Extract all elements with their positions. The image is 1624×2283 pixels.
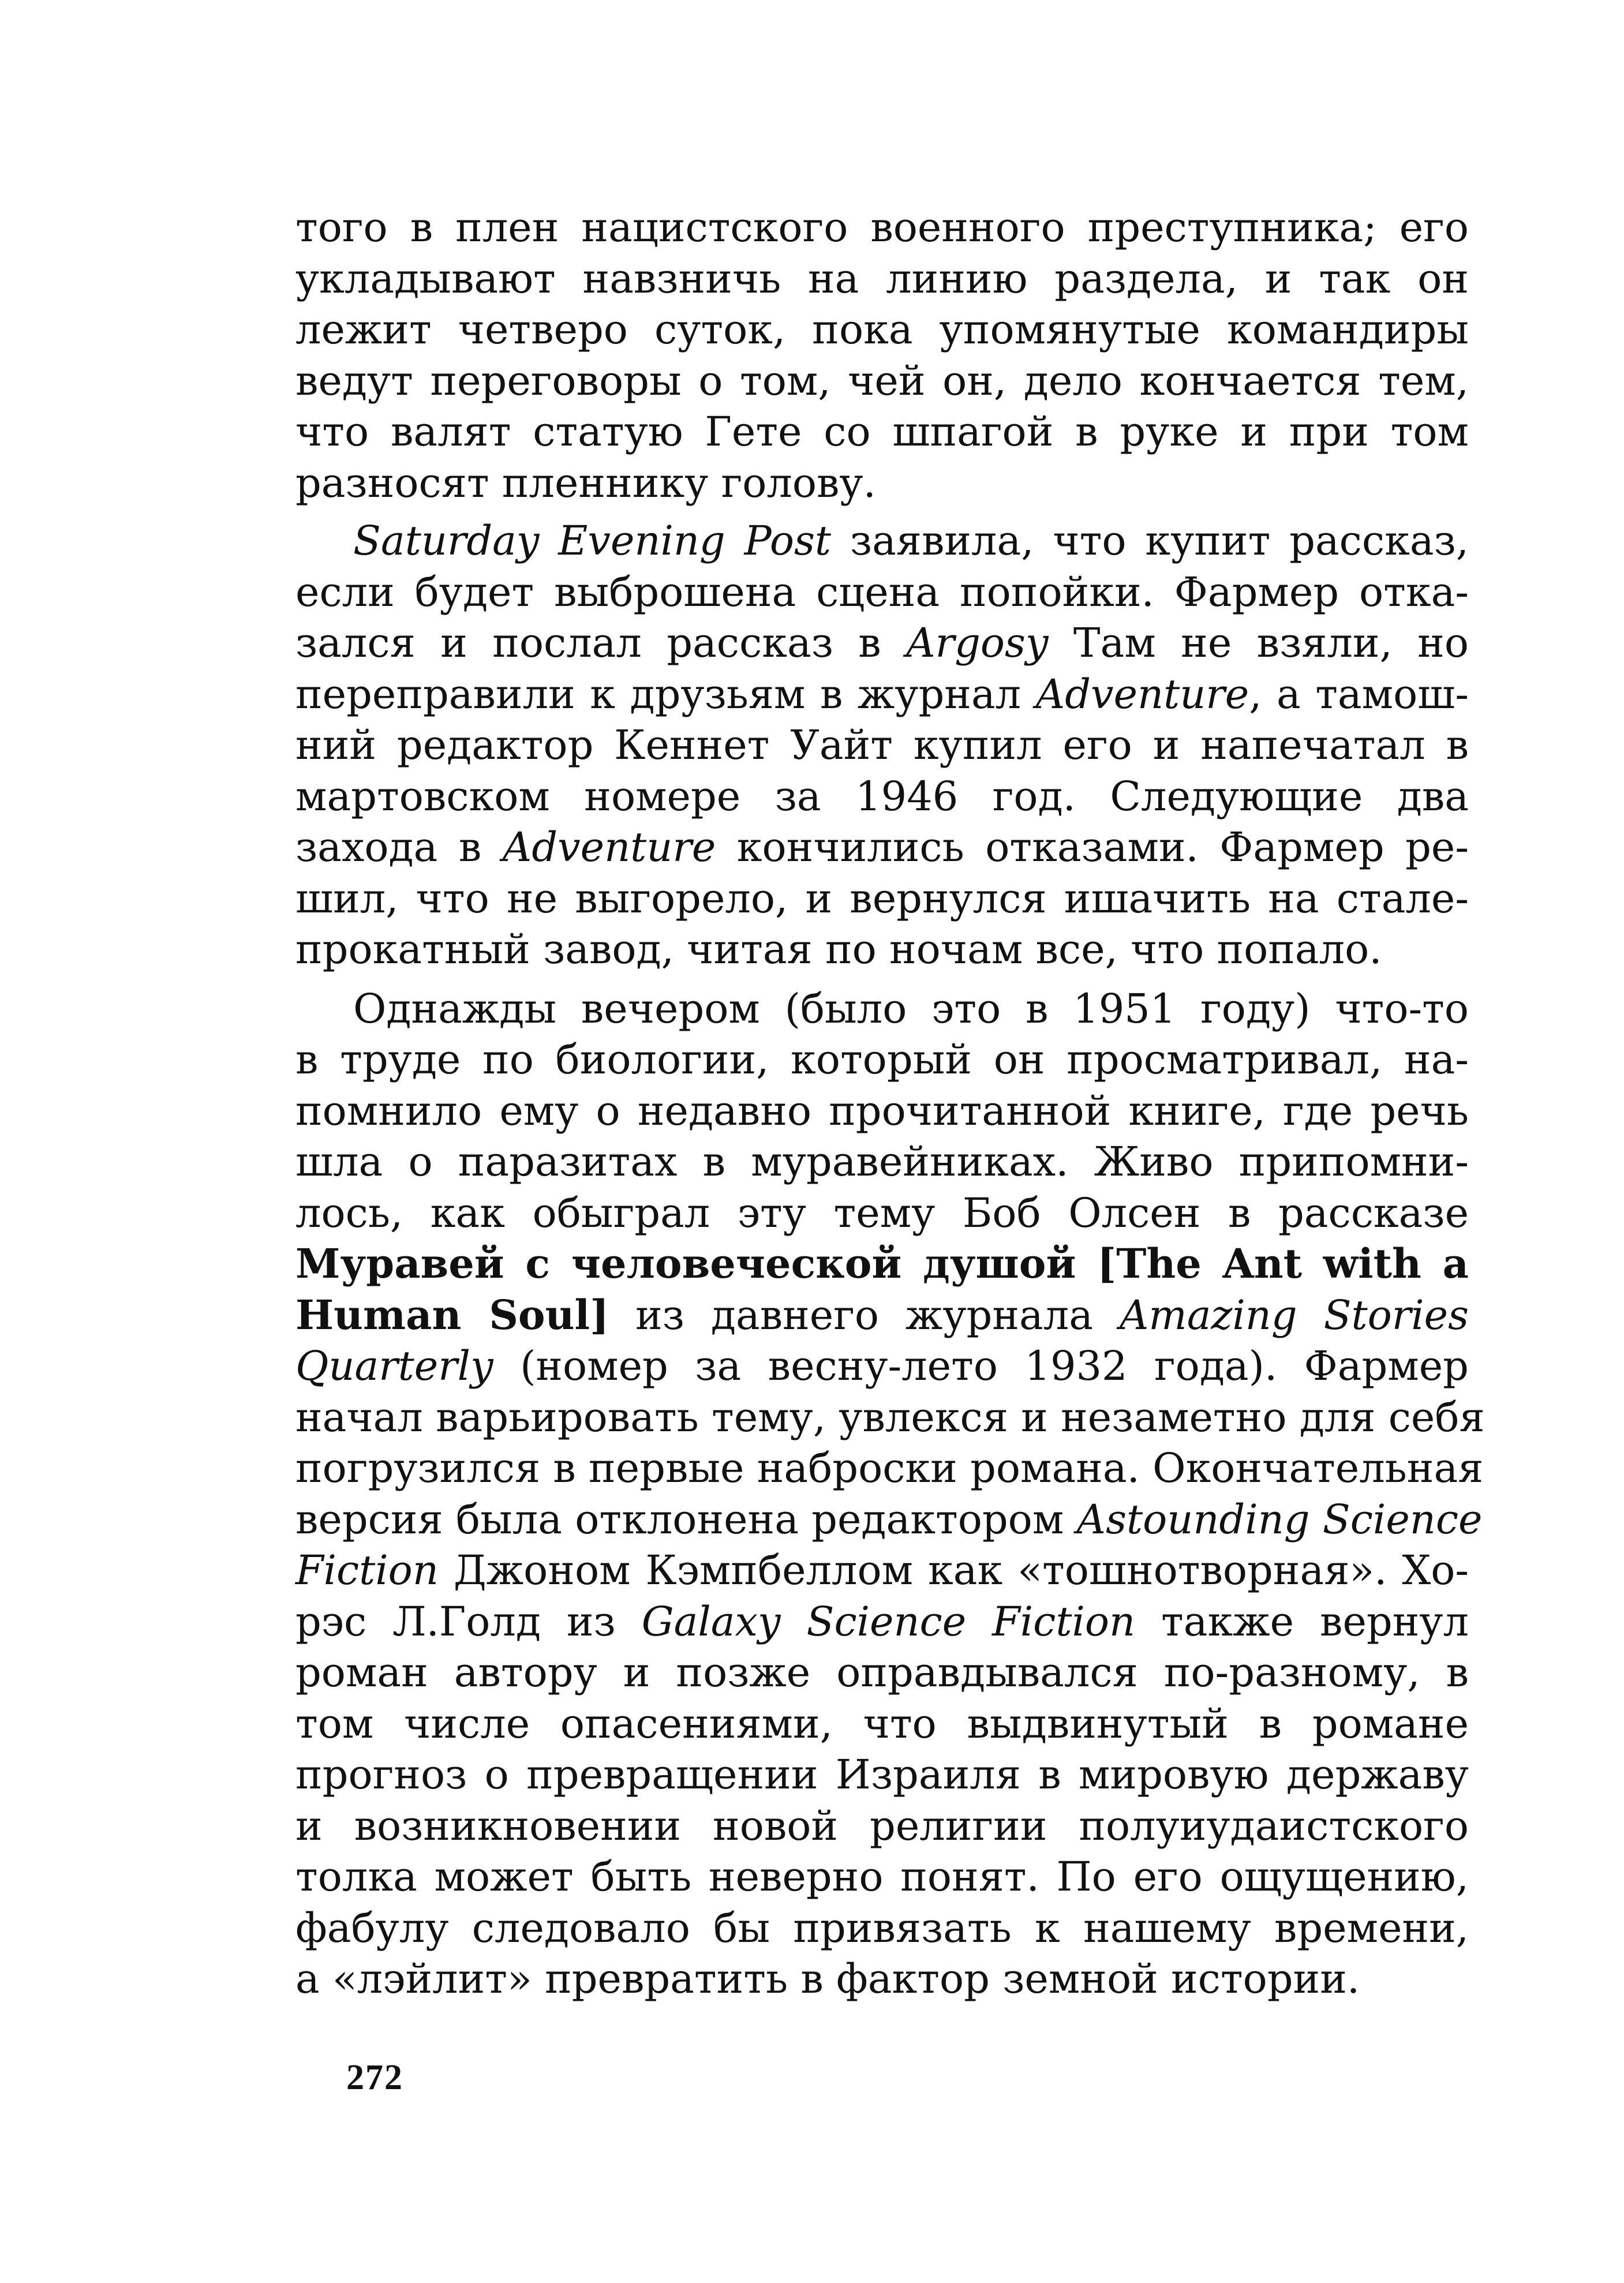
- page-number: 272: [346, 2058, 403, 2097]
- text-run: помнило ему о недавно прочитанной книге, где речь: [295, 1087, 1469, 1135]
- text-line: [295, 771, 1469, 822]
- text-run: версия была отклонена редактором: [295, 1495, 1077, 1543]
- text-run: лежит четверо суток, пока упомянутые командиры: [295, 306, 1469, 353]
- text-line: [295, 458, 1469, 509]
- text-run: укладывают навзничь на линию раздела, и так он: [295, 255, 1469, 302]
- bold-title: Муравей с человеческой душой [The Ant with a: [295, 1240, 1469, 1288]
- text-line: [295, 1392, 1485, 1443]
- text-run: лось, как обыграл эту тему Боб Олсен в рассказе: [295, 1189, 1469, 1237]
- text-run: Однажды вечером (было это в 1951 году) что-то: [353, 985, 1469, 1032]
- text-line: [295, 1136, 1469, 1188]
- text-line: [295, 1698, 1469, 1750]
- text-run: переправили к друзьям в журнал: [295, 670, 1036, 718]
- text-run: того в плен нацистского военного преступника; его: [295, 204, 1469, 251]
- text-run: том числе опасениями, что выдвинутый в романе: [295, 1700, 1469, 1747]
- text-run: Джоном Кэмпбеллом как «тошнотворная». Хо-: [438, 1547, 1469, 1594]
- italic-title: Astounding Science: [1076, 1495, 1483, 1543]
- text-run: а «лэйлит» превратить в фактор земной истории.: [295, 1955, 1360, 2003]
- text-line: [295, 720, 1469, 771]
- text-line: [295, 1545, 1469, 1596]
- bold-title: Human Soul]: [295, 1290, 609, 1339]
- text-run: рэс Л.Голд из: [295, 1597, 642, 1645]
- text-line: [295, 567, 1469, 618]
- italic-title: Adventure: [1035, 670, 1249, 718]
- text-line: [295, 1443, 1484, 1494]
- italic-title: Saturday Evening Post: [353, 517, 832, 564]
- italic-title: Galaxy Science Fiction: [641, 1597, 1136, 1645]
- page-body: [295, 202, 1485, 2005]
- text-line: [295, 202, 1469, 253]
- text-run: и возникновении новой религии полуиудаистского: [295, 1802, 1469, 1850]
- text-run: погрузился в первые наброски романа. Окончательная: [295, 1444, 1484, 1492]
- text-line: [295, 1238, 1469, 1290]
- text-line: [295, 924, 1469, 975]
- text-run: прогноз о превращении Израиля в мировую державу: [295, 1751, 1469, 1798]
- italic-title: Fiction: [295, 1547, 439, 1594]
- text-line: [295, 1801, 1469, 1852]
- text-line: [295, 1341, 1469, 1392]
- paragraph: [295, 202, 1469, 508]
- text-line: [295, 1034, 1469, 1086]
- text-run: шил, что не выгорело, и вернулся ишачить на стале-: [295, 874, 1469, 922]
- text-line: [295, 1851, 1469, 1903]
- text-line: [295, 406, 1469, 458]
- text-line: [295, 1290, 1469, 1341]
- italic-title: Amazing Stories: [1119, 1291, 1469, 1339]
- text-run: , а тамош-: [1249, 670, 1469, 718]
- text-line: [295, 1903, 1469, 1954]
- text-run: начал варьировать тему, увлекся и незаметно для себя: [295, 1393, 1485, 1441]
- text-line: [295, 1086, 1469, 1137]
- text-run: в труде по биологии, который он просматривал, на-: [295, 1036, 1469, 1083]
- text-run: ведут переговоры о том, чей он, дело кончается тем,: [295, 357, 1469, 405]
- text-run: зался и послал рассказ в: [295, 619, 907, 667]
- text-line: [295, 1749, 1469, 1801]
- italic-title: Argosy: [906, 619, 1049, 667]
- text-run: шла о паразитах в муравейниках. Живо припомни-: [295, 1138, 1469, 1185]
- italic-title: Adventure: [502, 824, 716, 871]
- text-line: [295, 983, 1469, 1035]
- text-run: из давнего журнала: [609, 1291, 1120, 1339]
- text-run: захода в: [295, 824, 503, 871]
- text-line: [295, 1647, 1469, 1698]
- text-run: если будет выброшена сцена попойки. Фармер отка-: [295, 568, 1469, 616]
- text-run: роман автору и позже оправдывался по-разному, в: [295, 1649, 1469, 1696]
- text-line: [295, 617, 1469, 669]
- text-run: (номер за весну-лето 1932 года). Фармер: [493, 1342, 1469, 1390]
- text-line: [295, 304, 1469, 355]
- text-run: заявила, что купит рассказ,: [831, 517, 1469, 564]
- text-run: мартовском номере за 1946 год. Следующие два: [295, 772, 1469, 820]
- text-line: [295, 1188, 1469, 1239]
- text-line: [295, 669, 1469, 720]
- text-line: [295, 822, 1469, 873]
- italic-title: Quarterly: [295, 1342, 493, 1390]
- text-line: [295, 355, 1469, 407]
- text-run: кончились отказами. Фармер ре-: [716, 824, 1469, 871]
- text-run: что валят статую Гете со шпагой в руке и при том: [295, 408, 1469, 455]
- text-run: ний редактор Кеннет Уайт купил его и напечатал в: [295, 721, 1469, 769]
- text-line: [295, 253, 1469, 305]
- text-line: [295, 1953, 1469, 2005]
- text-line: [295, 1596, 1469, 1648]
- text-line: [295, 873, 1469, 925]
- paragraph: [295, 515, 1469, 975]
- text-run: толка может быть неверно понят. По его ощущению,: [295, 1853, 1469, 1900]
- text-line: [295, 515, 1469, 567]
- text-run: также вернул: [1135, 1597, 1469, 1645]
- text-run: прокатный завод, читая по ночам все, что попало.: [295, 926, 1382, 973]
- text-run: Там не взяли, но: [1048, 619, 1469, 667]
- paragraph: [295, 983, 1485, 2005]
- text-run: разносят пленнику голову.: [295, 459, 876, 507]
- text-line: [295, 1494, 1483, 1545]
- text-run: фабулу следовало бы привязать к нашему времени,: [295, 1904, 1469, 1952]
